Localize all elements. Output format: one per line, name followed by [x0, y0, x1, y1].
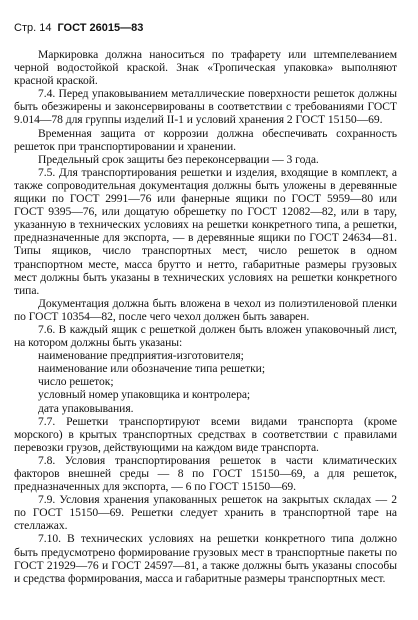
list-item-grid-count: число решеток; — [38, 375, 114, 389]
paragraph-protection-term: Предельный срок защиты без переконсервации — 3 года. — [38, 152, 319, 166]
paragraph-documentation-cover: Документация должна быть вложена в чехол из полиэтиленовой пленки по ГОСТ 10354—82, после чего чехол должен быть заварен. — [14, 296, 397, 323]
list-item-grid-type: наименование или обозначение типа решетки; — [38, 362, 266, 376]
paragraph-7-5: 7.5. Для транспортирования решетки и изделия, входящие в комплект, а также сопроводительная документация должны быть уложены в деревянные ящики по ГОСТ 2991—76 или фанерные ящики по ГОСТ 5959—80 или ГОСТ 9395—76, или дощатую обрешетку по ГОСТ 12082—82, или в тару, указанную в технических условиях на решетки конкретного типа, а решетки, предназначенные для экспорта, — в деревянные ящики по ГОСТ 24634—81. Типы ящиков, число транспортных мест, число решеток в одном транспортном месте, масса брутто и нетто, габаритные размеры грузовых мест должны быть указаны в технических условиях на решетки конкретного типа. — [14, 165, 397, 297]
list-item-manufacturer: наименование предприятия-изготовителя; — [38, 349, 244, 363]
paragraph-marking-method: Маркировка должна наноситься по трафарету или штемпелеванием черной водостойкой краской. Знак «Тропическая упаковка» выполняют красной краской. — [14, 48, 397, 88]
standard-designation: ГОСТ 26015—83 — [57, 22, 144, 34]
paragraph-temporary-protection: Временная защита от коррозии должна обеспечивать сохранность решеток при транспортировании и хранении. — [14, 126, 397, 153]
paragraph-7-7: 7.7. Решетки транспортируют всеми видами транспорта (кроме морского) в крытых транспортных средствах в соответствии с правилами перевозки грузов, действующими на каждом виде транспорта. — [14, 414, 397, 454]
paragraph-7-8: 7.8. Условия транспортирования решеток в части климатических факторов внешней среды — 8 по ГОСТ 15150—69, а для решеток, предназначенных для экспорта, — 6 по ГОСТ 15150—69. — [14, 453, 397, 494]
page-header — [14, 22, 143, 34]
paragraph-7-6: 7.6. В каждый ящик с решеткой должен быть вложен упаковочный лист, на котором должны быть указаны: — [14, 322, 397, 350]
document-body — [14, 48, 397, 585]
paragraph-7-4: 7.4. Перед упаковыванием металлические поверхности решеток должны быть обезжирены и законсервированы в соответствии с требованиями ГОСТ 9.014—78 для группы изделий II-1 и условий хранения 2 ГОСТ 15150—69. — [14, 87, 397, 127]
paragraph-7-9: 7.9. Условия хранения упакованных решеток на закрытых складах — 2 по ГОСТ 15150—69. Решетки следует хранить в транспортной таре на стеллажах. — [14, 493, 397, 533]
page-number: Стр. 14 — [14, 22, 52, 34]
paragraph-7-10: 7.10. В технических условиях на решетки конкретного типа должно быть предусмотрено формирование грузовых мест в транспортные пакеты по ГОСТ 21929—76 и ГОСТ 24597—81, а также должны быть указаны способы и средства формирования, масса и габаритные размеры транспортных мест. — [14, 532, 397, 585]
list-item-packer-number: условный номер упаковщика и контролера; — [38, 388, 251, 402]
list-item-packing-date: дата упаковывания. — [38, 401, 134, 415]
